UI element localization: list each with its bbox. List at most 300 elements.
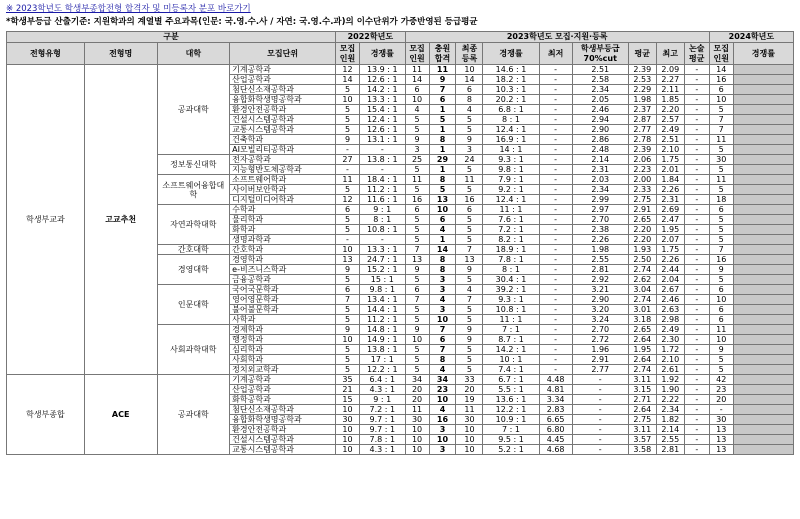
value-cell: 10.8 : 1 xyxy=(359,225,405,235)
value-cell: 11 xyxy=(405,405,429,415)
value-cell: 7.9 : 1 xyxy=(483,175,539,185)
value-cell: 2.74 xyxy=(628,265,656,275)
col-header: 충원합격 xyxy=(429,43,456,65)
value-cell: 6.4 : 1 xyxy=(359,375,405,385)
college-cell: 자연과학대학 xyxy=(157,205,230,245)
college-cell: 사회과학대학 xyxy=(157,325,230,375)
value-cell: - xyxy=(539,335,572,345)
competition-2024-cell xyxy=(733,135,793,145)
admission-name-cell: ACE xyxy=(84,375,157,455)
value-cell: - xyxy=(684,175,709,185)
value-cell: 8 : 1 xyxy=(483,115,539,125)
value-cell: 2.94 xyxy=(572,115,628,125)
value-cell: 10 xyxy=(709,295,733,305)
value-cell: 1.84 xyxy=(656,175,684,185)
value-cell: 2.07 xyxy=(656,235,684,245)
value-cell: - xyxy=(684,335,709,345)
value-cell: 15 : 1 xyxy=(359,275,405,285)
value-cell: - xyxy=(684,65,709,75)
value-cell: 6 xyxy=(429,95,456,105)
value-cell: 3 xyxy=(429,305,456,315)
value-cell: 12.4 : 1 xyxy=(359,115,405,125)
value-cell: 5 xyxy=(709,225,733,235)
competition-2024-cell xyxy=(733,295,793,305)
value-cell: 6 xyxy=(336,285,360,295)
header-2022: 2022학년도 xyxy=(336,32,406,43)
value-cell: 1.93 xyxy=(628,245,656,255)
dept-cell: 전자공학과 xyxy=(230,155,336,165)
value-cell: 11 xyxy=(336,175,360,185)
value-cell: 1.92 xyxy=(656,375,684,385)
dept-cell: 환경안전공학과 xyxy=(230,425,336,435)
value-cell: 2.26 xyxy=(656,255,684,265)
value-cell: 13 xyxy=(456,255,483,265)
value-cell: 14 : 1 xyxy=(483,145,539,155)
value-cell: - xyxy=(684,325,709,335)
college-cell: 소프트웨어융합대학 xyxy=(157,175,230,205)
value-cell: 30 xyxy=(405,415,429,425)
col-header: 최고 xyxy=(656,43,684,65)
dept-cell: 건설시스템공학과 xyxy=(230,435,336,445)
value-cell: 13.6 : 1 xyxy=(483,395,539,405)
value-cell: 4.3 : 1 xyxy=(359,445,405,455)
value-cell: - xyxy=(684,115,709,125)
value-cell: 39.2 : 1 xyxy=(483,285,539,295)
value-cell: 7 xyxy=(336,295,360,305)
value-cell: 5 xyxy=(405,215,429,225)
value-cell: 11.2 : 1 xyxy=(359,185,405,195)
value-cell: 5 xyxy=(405,125,429,135)
value-cell: 33 xyxy=(456,375,483,385)
value-cell: 6 xyxy=(336,205,360,215)
value-cell: 13 xyxy=(405,255,429,265)
value-cell: 5 xyxy=(336,225,360,235)
value-cell: 5 xyxy=(405,165,429,175)
value-cell: 2.23 xyxy=(628,165,656,175)
value-cell: 6 xyxy=(456,205,483,215)
value-cell: 5 xyxy=(405,345,429,355)
competition-2024-cell xyxy=(733,165,793,175)
value-cell: 2.51 xyxy=(656,135,684,145)
value-cell: 5 xyxy=(456,305,483,315)
value-cell: 5 xyxy=(336,355,360,365)
value-cell: - xyxy=(539,235,572,245)
value-cell: 13.8 : 1 xyxy=(359,155,405,165)
value-cell: - xyxy=(684,315,709,325)
value-cell: 15 xyxy=(336,395,360,405)
header-gubun: 구분 xyxy=(7,32,336,43)
value-cell: 2.64 xyxy=(628,335,656,345)
value-cell: - xyxy=(539,305,572,315)
value-cell: 9 xyxy=(405,135,429,145)
value-cell: 7.2 : 1 xyxy=(359,405,405,415)
table-row xyxy=(7,65,794,75)
competition-2024-cell xyxy=(733,255,793,265)
value-cell: - xyxy=(539,265,572,275)
value-cell: 42 xyxy=(709,375,733,385)
value-cell: 18.2 : 1 xyxy=(483,75,539,85)
value-cell: - xyxy=(336,165,360,175)
value-cell: 2.65 xyxy=(628,215,656,225)
value-cell: 8 : 1 xyxy=(359,215,405,225)
value-cell: 5 xyxy=(456,345,483,355)
value-cell: 9 xyxy=(456,265,483,275)
value-cell: 2.64 xyxy=(628,405,656,415)
value-cell: 1.82 xyxy=(656,415,684,425)
value-cell: 12.4 : 1 xyxy=(483,125,539,135)
value-cell: - xyxy=(684,195,709,205)
value-cell: 16 xyxy=(405,195,429,205)
competition-2024-cell xyxy=(733,185,793,195)
value-cell: - xyxy=(684,145,709,155)
value-cell: 2.03 xyxy=(572,175,628,185)
value-cell: 5 xyxy=(456,215,483,225)
value-cell: 2.90 xyxy=(572,295,628,305)
value-cell: 9.7 : 1 xyxy=(359,415,405,425)
value-cell: 6 xyxy=(405,285,429,295)
value-cell: - xyxy=(539,175,572,185)
competition-2024-cell xyxy=(733,365,793,375)
value-cell: 5 xyxy=(456,315,483,325)
table-body xyxy=(7,65,794,455)
value-cell: 14.6 : 1 xyxy=(483,65,539,75)
value-cell: 2.87 xyxy=(628,115,656,125)
college-cell: 경영대학 xyxy=(157,255,230,285)
value-cell: 11 xyxy=(429,65,456,75)
value-cell: 11 xyxy=(456,405,483,415)
value-cell: 10 xyxy=(709,335,733,345)
value-cell: - xyxy=(684,255,709,265)
value-cell: 11 : 1 xyxy=(483,205,539,215)
value-cell: 10 xyxy=(405,445,429,455)
value-cell: 2.63 xyxy=(656,305,684,315)
value-cell: 11 xyxy=(456,175,483,185)
value-cell: 2.44 xyxy=(656,265,684,275)
col-header: 경쟁률 xyxy=(359,43,405,65)
value-cell: - xyxy=(684,345,709,355)
value-cell: - xyxy=(709,405,733,415)
competition-2024-cell xyxy=(733,155,793,165)
value-cell: 1.98 xyxy=(628,95,656,105)
competition-2024-cell xyxy=(733,195,793,205)
value-cell: 30 xyxy=(336,415,360,425)
value-cell: 8 : 1 xyxy=(483,265,539,275)
value-cell: 11 xyxy=(709,175,733,185)
value-cell: 1.96 xyxy=(572,345,628,355)
value-cell: 4 xyxy=(429,365,456,375)
value-cell: 6 xyxy=(709,305,733,315)
dept-cell: 첨단신소재공학과 xyxy=(230,85,336,95)
value-cell: - xyxy=(359,145,405,155)
value-cell: 5 xyxy=(456,275,483,285)
value-cell: 17 : 1 xyxy=(359,355,405,365)
dept-cell: 생명과학과 xyxy=(230,235,336,245)
col-header: 전형유형 xyxy=(7,43,85,65)
value-cell: 5 xyxy=(456,115,483,125)
value-cell: - xyxy=(359,235,405,245)
value-cell: 11.2 : 1 xyxy=(359,315,405,325)
value-cell: 14 xyxy=(336,75,360,85)
value-cell: - xyxy=(684,225,709,235)
value-cell: 13.9 : 1 xyxy=(359,65,405,75)
value-cell: - xyxy=(684,285,709,295)
value-cell: - xyxy=(539,165,572,175)
value-cell: 4.81 xyxy=(539,385,572,395)
value-cell: 20 xyxy=(456,385,483,395)
grade-criteria-note: *학생부등급 산출기준: 지원학과의 계열별 주요과목(인문: 국.영.수.사 / 자연: 국.영.수.과)의 이수단위가 가중반영된 등급평균 xyxy=(6,17,478,27)
value-cell: 2.90 xyxy=(572,125,628,135)
value-cell: 5 xyxy=(405,355,429,365)
value-cell: 2.71 xyxy=(628,395,656,405)
value-cell: 34 xyxy=(429,375,456,385)
value-cell: 20 xyxy=(405,395,429,405)
value-cell: 10 xyxy=(456,425,483,435)
value-cell: 9 xyxy=(336,135,360,145)
value-cell: 9.3 : 1 xyxy=(483,295,539,305)
value-cell: 2.38 xyxy=(572,225,628,235)
college-cell: 공과대학 xyxy=(157,375,230,455)
value-cell: 4 xyxy=(456,285,483,295)
value-cell: - xyxy=(572,405,628,415)
dept-cell: 국어국문학과 xyxy=(230,285,336,295)
value-cell: 10 xyxy=(336,95,360,105)
header-2023: 2023학년도 모집·지원·등록 xyxy=(405,32,709,43)
value-cell: 7 xyxy=(456,245,483,255)
competition-2024-cell xyxy=(733,285,793,295)
value-cell: 2.49 xyxy=(656,325,684,335)
value-cell: 15.4 : 1 xyxy=(359,105,405,115)
value-cell: 10 xyxy=(405,335,429,345)
value-cell: 7 : 1 xyxy=(483,425,539,435)
value-cell: 7 xyxy=(709,245,733,255)
value-cell: 5 xyxy=(456,355,483,365)
competition-2024-cell xyxy=(733,275,793,285)
col-header: 경쟁률 xyxy=(483,43,539,65)
value-cell: 6 xyxy=(429,215,456,225)
value-cell: 3.20 xyxy=(572,305,628,315)
value-cell: 16 xyxy=(456,195,483,205)
value-cell: 16.9 : 1 xyxy=(483,135,539,145)
header-2024: 2024학년도 xyxy=(709,32,793,43)
value-cell: 2.31 xyxy=(572,165,628,175)
value-cell: 7 xyxy=(709,115,733,125)
value-cell: 2.01 xyxy=(656,165,684,175)
value-cell: 3.57 xyxy=(628,435,656,445)
value-cell: 2.30 xyxy=(656,335,684,345)
value-cell: 9.5 : 1 xyxy=(483,435,539,445)
value-cell: 2.46 xyxy=(656,295,684,305)
value-cell: 5 xyxy=(456,225,483,235)
value-cell: 2.26 xyxy=(656,185,684,195)
value-cell: 16 xyxy=(429,415,456,425)
college-cell: 공과대학 xyxy=(157,65,230,155)
value-cell: 10 xyxy=(405,95,429,105)
value-cell: 3.24 xyxy=(572,315,628,325)
value-cell: 1 xyxy=(429,145,456,155)
value-cell: - xyxy=(539,135,572,145)
dept-cell: 교통시스템공학과 xyxy=(230,125,336,135)
value-cell: 2.97 xyxy=(572,205,628,215)
dept-cell: 사회학과 xyxy=(230,355,336,365)
value-cell: 2.92 xyxy=(572,275,628,285)
value-cell: 2.55 xyxy=(656,435,684,445)
value-cell: - xyxy=(572,385,628,395)
value-cell: 10.3 : 1 xyxy=(483,85,539,95)
value-cell: 13 xyxy=(709,445,733,455)
value-cell: 2.77 xyxy=(572,365,628,375)
value-cell: 30 xyxy=(709,415,733,425)
value-cell: - xyxy=(539,145,572,155)
value-cell: - xyxy=(572,395,628,405)
value-cell: 24.7 : 1 xyxy=(359,255,405,265)
value-cell: - xyxy=(359,165,405,175)
value-cell: 8 xyxy=(429,355,456,365)
value-cell: 10 xyxy=(429,395,456,405)
value-cell: - xyxy=(336,235,360,245)
competition-2024-cell xyxy=(733,345,793,355)
value-cell: 5 xyxy=(405,275,429,285)
value-cell: 9 xyxy=(405,265,429,275)
value-cell: - xyxy=(684,295,709,305)
value-cell: - xyxy=(684,445,709,455)
value-cell: - xyxy=(684,85,709,95)
col-header: 모집인원 xyxy=(405,43,429,65)
dept-cell: 기계공학과 xyxy=(230,65,336,75)
value-cell: 10.9 : 1 xyxy=(483,415,539,425)
value-cell: 1 xyxy=(429,105,456,115)
value-cell: 3.58 xyxy=(628,445,656,455)
value-cell: 8.7 : 1 xyxy=(483,335,539,345)
value-cell: 2.70 xyxy=(572,325,628,335)
value-cell: 10 xyxy=(336,245,360,255)
header-row-top xyxy=(7,32,794,43)
value-cell: 7 xyxy=(429,345,456,355)
dept-cell: 건설시스템공학과 xyxy=(230,115,336,125)
value-cell: 9.7 : 1 xyxy=(359,425,405,435)
value-cell: 6 xyxy=(709,315,733,325)
value-cell: 9 xyxy=(709,265,733,275)
value-cell: 9 xyxy=(336,325,360,335)
value-cell: 3.18 xyxy=(628,315,656,325)
value-cell: 8 xyxy=(456,95,483,105)
col-header: 전형명 xyxy=(84,43,157,65)
value-cell: 7.2 : 1 xyxy=(483,225,539,235)
value-cell: 6.65 xyxy=(539,415,572,425)
value-cell: 4 xyxy=(429,225,456,235)
value-cell: 1.75 xyxy=(656,245,684,255)
value-cell: 14.8 : 1 xyxy=(359,325,405,335)
value-cell: 3.11 xyxy=(628,425,656,435)
value-cell: 16 xyxy=(709,75,733,85)
value-cell: 2.20 xyxy=(656,105,684,115)
value-cell: 10 xyxy=(405,435,429,445)
value-cell: - xyxy=(684,105,709,115)
dept-cell: 행정학과 xyxy=(230,335,336,345)
value-cell: 5 xyxy=(709,185,733,195)
value-cell: 9.8 : 1 xyxy=(483,165,539,175)
value-cell: - xyxy=(539,365,572,375)
competition-2024-cell xyxy=(733,85,793,95)
value-cell: - xyxy=(684,245,709,255)
value-cell: 5 xyxy=(709,165,733,175)
value-cell: 10.8 : 1 xyxy=(483,305,539,315)
value-cell: 3.15 xyxy=(628,385,656,395)
dept-cell: 기계공학과 xyxy=(230,375,336,385)
competition-2024-cell xyxy=(733,235,793,245)
header-row-columns xyxy=(7,43,794,65)
value-cell: 8 xyxy=(429,265,456,275)
value-cell: 3 xyxy=(429,285,456,295)
value-cell: - xyxy=(539,255,572,265)
value-cell: - xyxy=(684,155,709,165)
value-cell: 20 xyxy=(405,385,429,395)
value-cell: - xyxy=(684,305,709,315)
dept-cell: 환경안전공학과 xyxy=(230,105,336,115)
value-cell: 2.75 xyxy=(628,415,656,425)
dept-cell: 사이버보안학과 xyxy=(230,185,336,195)
value-cell: 2.51 xyxy=(572,65,628,75)
value-cell: 2.39 xyxy=(628,65,656,75)
dept-cell: 경영학과 xyxy=(230,255,336,265)
value-cell: 5 xyxy=(336,315,360,325)
value-cell: 5 xyxy=(456,365,483,375)
value-cell: - xyxy=(572,435,628,445)
dept-cell: 융합화학생명공학과 xyxy=(230,95,336,105)
value-cell: 1.95 xyxy=(628,345,656,355)
value-cell: 6 xyxy=(456,85,483,95)
competition-2024-cell xyxy=(733,445,793,455)
value-cell: 10 xyxy=(336,425,360,435)
value-cell: 5 xyxy=(709,105,733,115)
value-cell: 5 xyxy=(709,355,733,365)
col-header: 모집인원 xyxy=(336,43,360,65)
value-cell: 5 xyxy=(405,225,429,235)
value-cell: - xyxy=(684,425,709,435)
value-cell: 10 xyxy=(336,435,360,445)
value-cell: 7 xyxy=(405,245,429,255)
results-distribution-link[interactable]: ※ 2023학년도 학생부종합전형 합격자 및 미등록자 분포 바로가기 xyxy=(6,4,251,14)
value-cell: 2.04 xyxy=(656,275,684,285)
value-cell: 9.2 : 1 xyxy=(483,185,539,195)
value-cell: 7 xyxy=(429,325,456,335)
value-cell: - xyxy=(539,195,572,205)
value-cell: 3.01 xyxy=(628,305,656,315)
value-cell: 4.45 xyxy=(539,435,572,445)
value-cell: 2.86 xyxy=(572,135,628,145)
value-cell: 9.3 : 1 xyxy=(483,155,539,165)
value-cell: - xyxy=(539,185,572,195)
value-cell: 2.57 xyxy=(656,115,684,125)
value-cell: 14 xyxy=(405,75,429,85)
col-header: 최종등록 xyxy=(456,43,483,65)
value-cell: - xyxy=(572,415,628,425)
value-cell: 5 xyxy=(456,185,483,195)
value-cell: - xyxy=(684,185,709,195)
value-cell: 14.2 : 1 xyxy=(359,85,405,95)
admission-table xyxy=(6,31,794,455)
table-row xyxy=(7,375,794,385)
dept-cell: 디지털미디어학과 xyxy=(230,195,336,205)
value-cell: 14 xyxy=(429,245,456,255)
competition-2024-cell xyxy=(733,65,793,75)
value-cell: - xyxy=(684,365,709,375)
value-cell: 18.4 : 1 xyxy=(359,175,405,185)
value-cell: - xyxy=(684,275,709,285)
value-cell: 7.8 : 1 xyxy=(483,255,539,265)
value-cell: 4.3 : 1 xyxy=(359,385,405,395)
col-header: 논술평균 xyxy=(684,43,709,65)
value-cell: - xyxy=(684,205,709,215)
